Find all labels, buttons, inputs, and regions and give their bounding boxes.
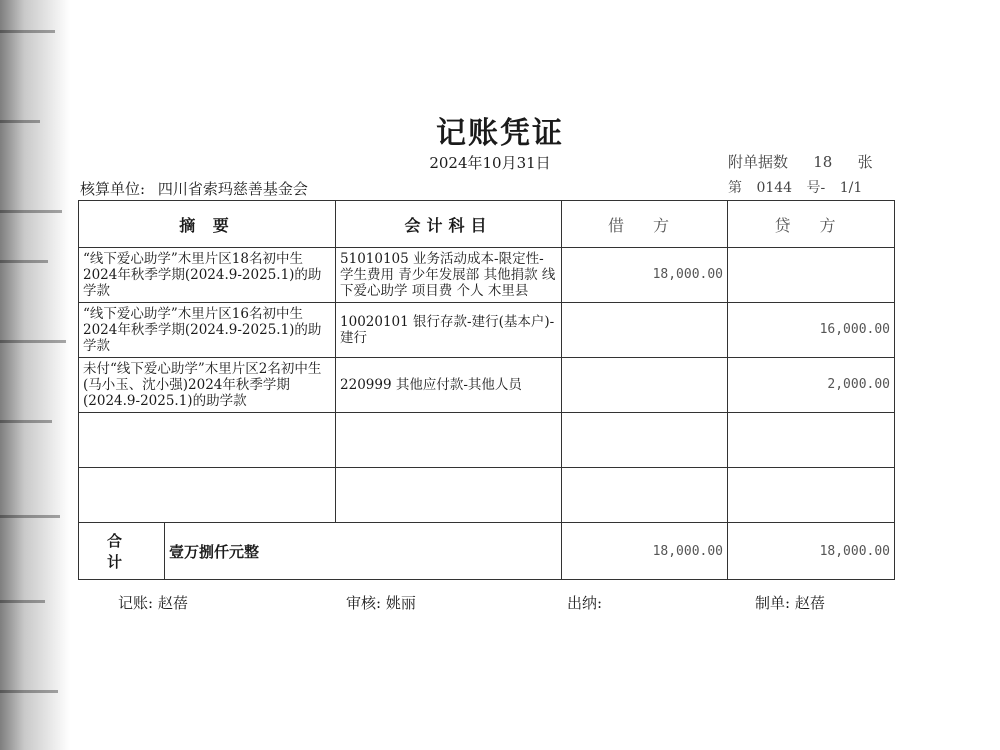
table-row [79,303,895,358]
voucher-table [78,200,895,580]
table-row [79,358,895,413]
debit-cell [562,358,728,413]
table-row [79,413,895,468]
bookkeeper-label: 记账: [118,594,154,612]
attachments-count: 18 [813,153,833,171]
summary-cell: 未付“线下爱心助学”木里片区2名初中生(马小玉、沈小强)2024年秋季学期(2024.9-2025.1)的助学款 [79,358,336,413]
voucher-number [728,177,872,197]
attachments-label: 附单据数 [728,153,789,171]
bookkeeper-name: 赵蓓 [157,594,188,612]
credit-cell: 2,000.00 [728,358,895,413]
account-cell [336,413,562,468]
header-account: 会计科目 [336,201,562,248]
header-debit: 借 方 [562,201,728,248]
attachments-unit: 张 [857,153,873,171]
summary-cell: “线下爱心助学”木里片区16名初中生2024年秋季学期(2024.9-2025.1)的助学款 [79,303,336,358]
total-row [79,523,895,580]
table-row [79,468,895,523]
reviewer-signature [346,592,416,613]
credit-cell: 16,000.00 [728,303,895,358]
debit-cell [562,468,728,523]
debit-cell: 18,000.00 [562,248,728,303]
total-credit: 18,000.00 [728,523,895,580]
debit-cell [562,413,728,468]
account-cell: 220999 其他应付款-其他人员 [336,358,562,413]
preparer-name: 赵蓓 [794,594,825,612]
unit-label: 核算单位: [80,180,146,198]
total-amount-words: 壹万捌仟元整 [165,523,562,580]
table-row [79,248,895,303]
attachments-info [728,151,873,172]
bookkeeper-signature [118,592,188,613]
summary-cell: “线下爱心助学”木里片区18名初中生2024年秋季学期(2024.9-2025.1)的助学款 [79,248,336,303]
cashier-label: 出纳: [567,594,603,612]
credit-cell [728,248,895,303]
page-indicator: 1/1 [839,180,863,196]
reviewer-label: 审核: [346,594,382,612]
unit-name: 四川省索玛慈善基金会 [157,180,308,198]
number-suffix: 号- [806,180,826,196]
voucher-title: 记账凭证 [436,116,564,151]
accounting-unit [80,178,308,199]
credit-cell [728,468,895,523]
header-credit: 贷 方 [728,201,895,248]
voucher-date: 2024年10月31日 [429,154,551,172]
summary-cell [79,468,336,523]
number-value: 0144 [756,180,793,196]
preparer-label: 制单: [755,594,791,612]
header-summary: 摘 要 [79,201,336,248]
header-row [79,201,895,248]
summary-cell [79,413,336,468]
number-prefix: 第 [728,180,742,196]
credit-cell [728,413,895,468]
cashier-signature [567,592,602,613]
total-label: 合 计 [79,523,165,580]
account-cell: 10020101 银行存款-建行(基本户)-建行 [336,303,562,358]
reviewer-name: 姚丽 [385,594,416,612]
account-cell [336,468,562,523]
account-cell: 51010105 业务活动成本-限定性-学生费用 青少年发展部 其他捐款 线下爱心助学 项目费 个人 木里县 [336,248,562,303]
total-debit: 18,000.00 [562,523,728,580]
preparer-signature [755,592,825,613]
debit-cell [562,303,728,358]
